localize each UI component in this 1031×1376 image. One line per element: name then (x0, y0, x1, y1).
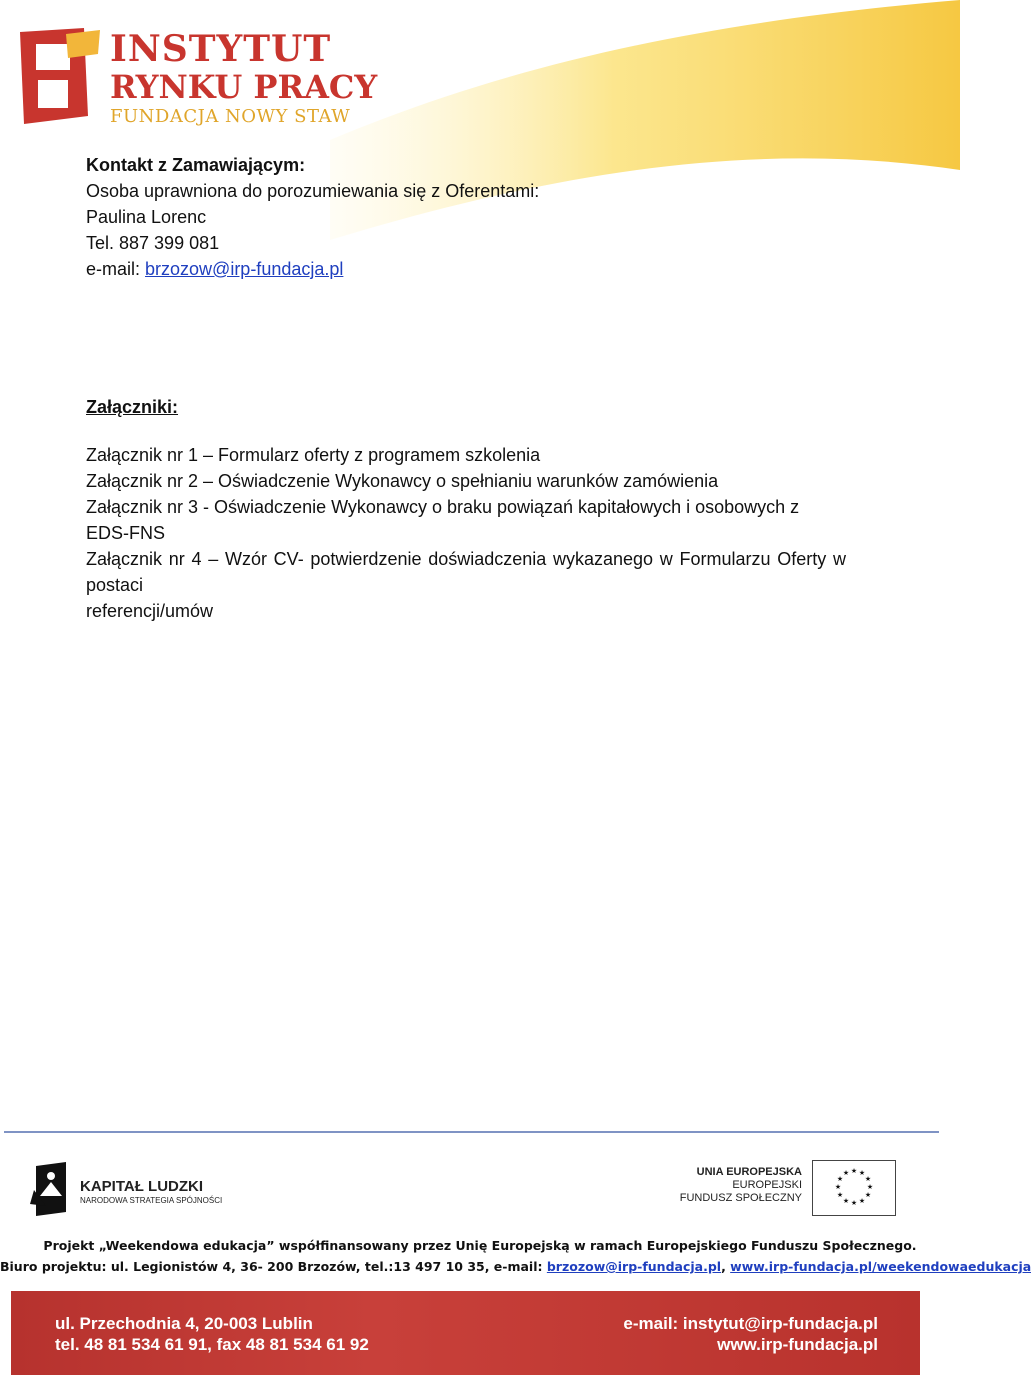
svg-text:★: ★ (850, 1199, 858, 1207)
eu-line-3: FUNDUSZ SPOŁECZNY (679, 1192, 802, 1204)
attachment-item: Załącznik nr 2 – Oświadczenie Wykonawcy o spełnianiu warunków zamówienia (86, 471, 719, 491)
contact-role: Osoba uprawniona do porozumiewania się z Oferentami: (86, 181, 540, 201)
kapital-ludzki-logo (28, 1160, 223, 1218)
contact-heading: Kontakt z Zamawiającym: (86, 155, 306, 175)
kapital-ludzki-title: KAPITAŁ LUDZKI (80, 1178, 204, 1195)
footer-address-line-1: ul. Przechodnia 4, 20-003 Lublin (55, 1314, 313, 1333)
office-separator: , (721, 1259, 731, 1274)
footer-website[interactable]: www.irp-fundacja.pl (717, 1335, 878, 1354)
logo-mark-icon (14, 24, 102, 128)
logo-line-1: INSTYTUT (110, 28, 332, 70)
footer-email[interactable]: e-mail: instytut@irp-fundacja.pl (623, 1314, 878, 1333)
attachment-item: Załącznik nr 4 – Wzór CV- potwierdzenie doświadczenia wykazanego w Formularzu Oferty w postaci (86, 549, 846, 595)
attachment-item: Załącznik nr 3 - Oświadczenie Wykonawcy o braku powiązań kapitałowych i osobowych z EDS-FNS (86, 497, 800, 543)
svg-text:★: ★ (864, 1191, 872, 1199)
eu-text (680, 1166, 802, 1205)
footer-contact-bar (11, 1291, 920, 1375)
attachment-item-continued: referencji/umów (86, 601, 214, 621)
svg-text:★: ★ (836, 1191, 844, 1199)
svg-text:★: ★ (836, 1175, 844, 1183)
kapital-ludzki-emblem-icon (28, 1160, 74, 1218)
office-website-link[interactable]: www.irp-fundacja.pl/weekendowaedukacja (730, 1259, 1031, 1274)
attachment-item: Załącznik nr 1 – Formularz oferty z programem szkolenia (86, 445, 541, 465)
footer-contact (623, 1313, 878, 1355)
office-email-link[interactable]: brzozow@irp-fundacja.pl (546, 1259, 722, 1274)
logo-line-2: RYNKU PRACY (110, 68, 378, 106)
contact-name: Paulina Lorenc (86, 207, 207, 227)
document-body (86, 152, 846, 624)
logo-line-3: FUNDACJA NOWY STAW (110, 106, 351, 127)
svg-text:★: ★ (866, 1183, 874, 1191)
eu-flag-icon (812, 1160, 896, 1216)
footer-divider (4, 1131, 939, 1133)
svg-text:★: ★ (842, 1169, 850, 1177)
footer-address (55, 1313, 369, 1355)
footer-address-line-2: tel. 48 81 534 61 91, fax 48 81 534 61 92 (55, 1335, 369, 1354)
project-cofinancing-line: Projekt „Weekendowa edukacja” współfinansowany przez Unię Europejską w ramach Europejskiego Funduszu Społecznego. (43, 1238, 917, 1253)
attachments-list (86, 442, 846, 624)
eu-line-2: EUROPEJSKI (732, 1179, 802, 1191)
kapital-ludzki-subtitle: NARODOWA STRATEGIA SPÓJNOŚCI (80, 1196, 223, 1205)
svg-text:★: ★ (842, 1197, 850, 1205)
project-office-line (0, 1259, 1031, 1274)
svg-text:★: ★ (850, 1167, 858, 1175)
svg-text:★: ★ (834, 1183, 842, 1191)
eu-logo (679, 1160, 896, 1216)
contact-email-label: e-mail: (86, 259, 146, 279)
attachments-title: Załączniki: (86, 397, 179, 417)
svg-text:★: ★ (858, 1197, 866, 1205)
office-address-text: Biuro projektu: ul. Legionistów 4, 36- 200 Brzozów, tel.:13 497 10 35, e-mail: (0, 1259, 547, 1274)
institute-logo (14, 24, 378, 134)
contact-email-link[interactable]: brzozow@irp-fundacja.pl (145, 259, 344, 279)
eu-line-1: UNIA EUROPEJSKA (696, 1166, 802, 1178)
contact-phone: Tel. 887 399 081 (86, 233, 220, 253)
svg-text:★: ★ (864, 1175, 872, 1183)
svg-text:★: ★ (858, 1169, 866, 1177)
contact-email-line (86, 256, 846, 282)
